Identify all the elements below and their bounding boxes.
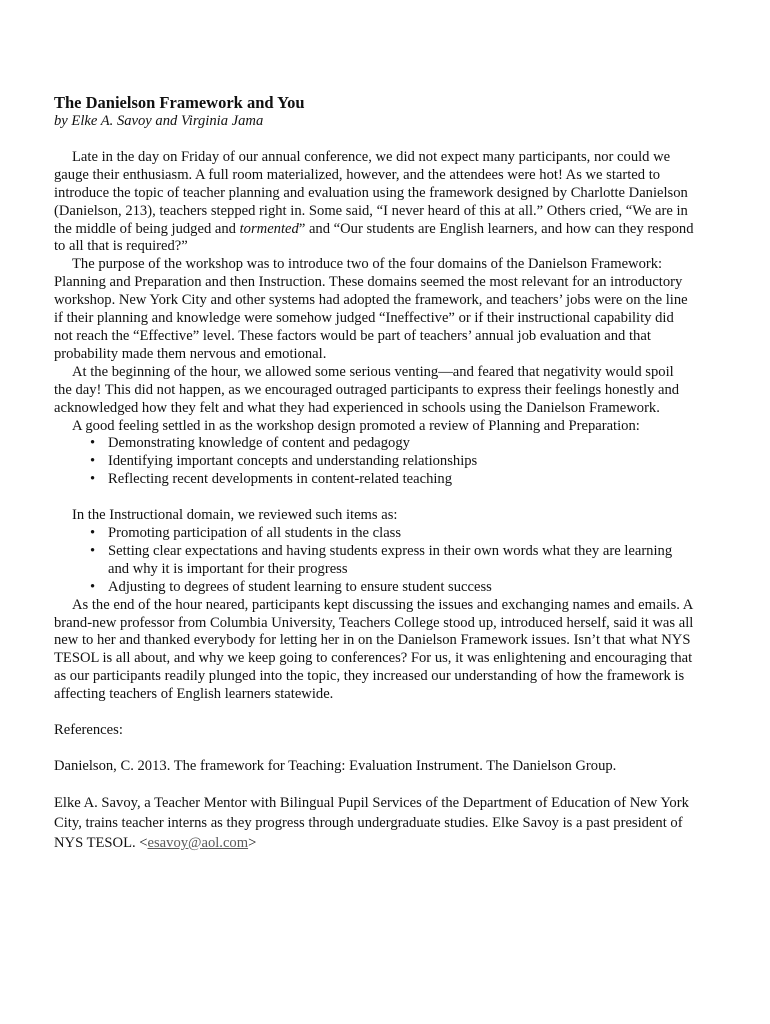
bullet-icon: • <box>90 471 96 488</box>
email-link[interactable]: esavoy@aol.com <box>147 834 249 851</box>
bullet-icon: • <box>90 525 96 542</box>
author-bio-close: > <box>248 834 257 851</box>
instruction-list <box>54 525 694 597</box>
article-byline: by Elke A. Savoy and Virginia Jama <box>54 113 264 129</box>
list-item <box>54 525 694 543</box>
list-item <box>54 453 694 471</box>
list-item <box>54 579 694 597</box>
list-item <box>54 471 694 489</box>
reference-item: Danielson, C. 2013. The framework for Teaching: Evaluation Instrument. The Danielson Group. <box>54 758 617 774</box>
list-item <box>54 543 694 579</box>
article-title: The Danielson Framework and You <box>54 93 305 112</box>
paragraph-2: The purpose of the workshop was to introduce two of the four domains of the Danielson Framework: Planning and Preparation and then Instruction. These domains seemed the most relevant for an introductory workshop. New York City and other systems had adopted the framework, and teachers’ jobs were on the line if their planning and knowledge were somehow judged “Ineffective” or if their instructional capability did not reach the “Effective” level. These factors would be part of teachers’ annual job evaluation and that probability made them nervous and emotional. <box>54 256 688 362</box>
bullet-icon: • <box>90 578 96 595</box>
bullet-icon: • <box>90 435 96 452</box>
bullet-icon: • <box>90 542 96 559</box>
references-heading: References: <box>54 722 123 739</box>
bullet-icon: • <box>90 453 96 470</box>
spacer <box>54 489 694 507</box>
author-bio-text: Elke A. Savoy, a Teacher Mentor with Bilingual Pupil Services of the Department of Education of New York City, trains teacher interns as they progress through undergraduate studies. Elke Savoy is a past president of NYS TESOL. < <box>54 794 689 851</box>
paragraph-5: In the Instructional domain, we reviewed such items as: <box>72 507 398 524</box>
list-item-text: Identifying important concepts and understanding relationships <box>108 453 478 470</box>
list-item-text: Demonstrating knowledge of content and pedagogy <box>108 435 410 452</box>
paragraph-3: At the beginning of the hour, we allowed some serious venting—and feared that negativity would spoil the day! This did not happen, as we encouraged outraged participants to express their feelings honestly and acknowledged how they felt and what they had experienced in schools using the Danielson Framework. <box>54 363 680 416</box>
paragraph-1-text-a: Late in the day on Friday of our annual conference, we did not expect many participants, nor could we gauge their enthusiasm. A full room materialized, however, and the attendees were hot! As we started to introduce the topic of teacher planning and evaluation using the framework designed by Charlotte Danielson (Danielson, 213), teachers stepped right in. Some said, “I never heard of this at all.” Others cried, “We are in the middle of being judged and <box>54 148 688 237</box>
list-item-text: Adjusting to degrees of student learning to ensure student success <box>108 578 492 595</box>
list-item-text: Promoting participation of all students in the class <box>108 525 402 542</box>
list-item-text: Reflecting recent developments in content-related teaching <box>108 471 453 488</box>
author-bio <box>54 793 694 853</box>
paragraph-4: A good feeling settled in as the workshop design promoted a review of Planning and Preparation: <box>72 417 640 434</box>
paragraph-1 <box>54 149 694 256</box>
list-item-text: Setting clear expectations and having students express in their own words what they are learning and why it is important for their progress <box>108 542 673 577</box>
article <box>54 93 694 853</box>
paragraph-1-text-b: ” and “Our students are English learners, and how can they respond to all that is required?” <box>54 220 694 255</box>
planning-list <box>54 435 694 489</box>
paragraph-1-emphasis: tormented <box>239 220 299 237</box>
paragraph-6: As the end of the hour neared, participants kept discussing the issues and exchanging names and emails. A brand-new professor from Columbia University, Teachers College stood up, introduced herself, said it was all new to her and thanked everybody for letting her in on the Danielson Framework issues. Isn’t that what NYS TESOL is all about, and why we keep going to conferences? For us, it was enlightening and encouraging that as our participants readily plunged into the topic, they increased our understanding of how the framework is affecting teachers of English learners statewide. <box>54 596 694 703</box>
list-item <box>54 435 694 453</box>
